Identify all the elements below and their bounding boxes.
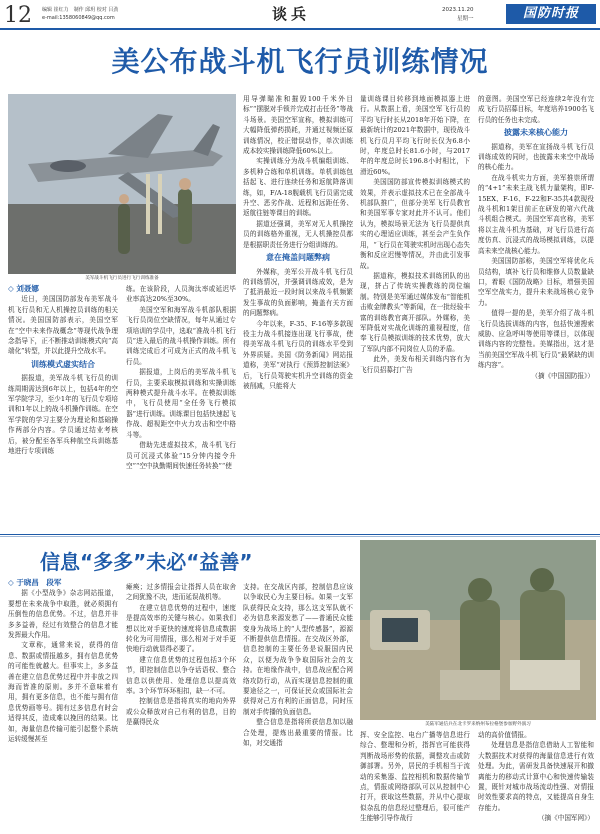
paragraph: 美国国防部称，美国空军将优化兵员结构，填补飞行员和维修人员数量缺口，着眼《国防战略》目标，增强美国空军空战实力，提升未来战场核心竞争力。 [478,257,594,307]
paragraph: 处理信息是指信息借助人工智能和大数据技术对获得的海量信息进行有效处理。为此，需研发具备快速展开和撤离能力的移动式计算中心和快速传输装置，既针对城市战场流动性强、对情报时效性要求高的特点，又能提高自身生存能力。 [478,741,594,812]
signal-soldiers-photo [360,540,596,720]
paragraph: 在战斗机实力方面，美军推崇所谓的“4+1”未来主战飞机力量架构，即F-15EX、F-16、F-22和F-35共4款现役战斗机和1架目前正在研发的第六代战斗机组合模式。美国空军高官称，美军将以主战斗机为基础，对飞行员进行高度仿真、沉浸式的战场模拟训练，以提高未来空战核心能力。 [478,173,594,255]
paragraph: 据道还强调，美军对无人机操控员的训练格外重视，无人机操控员都是根据职责任务进行分组训练的。 [243,219,353,249]
paragraph: 在建立信息优势的过程中，速度是提高效率的关键与核心。如果我们想以比对手更快的速度将信息成数据转化为可用情报，那么相对于对手更快地行动就显得必要了。 [126,603,236,654]
article2-byline: ◇ 于晓昌 段军 [8,578,62,587]
paragraph: 支持。在交战区内部，控制信息应该以争取民心为主要目标。如果一支军队获得民众支持，那么这支军队就不必为信息来源发愁了——普通民众能变身为战场上的“人型传感器”，源源不断提供信息情报。在交战区外部，信息控制的主要任务是说服国内民众，以便为战争争取国际社会的支持。在地缘作战中，信息战应配合网络攻防行动，从而实现信息控制的重要途径之一，可保证民众或国际社会获得对己方有利的正面信息，同时压制对手传播的负面信息。 [243,583,353,716]
subhead-cover-up: 意在掩盖问题弊病 [266,253,330,263]
article1-column-1 [8,284,118,457]
subhead-training-mode: 训练模式虚实结合 [31,359,95,369]
paragraph: 借助先进虚拟技术，战斗机飞行员可沉浸式体验“15分钟内接令升空”“空中执勤期间快速任务转换”“使 [126,441,236,470]
photo2-caption: 美陆军通信兵在北卡罗来纳州布拉格堡参加野外演习 [425,722,531,727]
paragraph: 据报道，美军战斗机飞行员的训练周期需达到6年以上，包括4年的空军学院学习，至少1年的飞行员专项培训和1年以上的战斗机操作训练。在空军学院的学习主要分为理论和基础操作两部分内容。学员通过结业考核后，被分配至各军兵种航空兵训练基地进行专项训练 [8,374,118,456]
article1-column-3 [243,94,353,391]
photo1-caption: 美军战斗机飞行员进行飞行训练准备 [85,276,159,281]
paragraph: 美国国防部宣传模拟训练模式的效果，并表示虚拟技术已在全部战斗机部队推广，但部分美军飞行员教官和美国军事专家对此并不认可。他们认为，模拟场景无法为飞行员提供真实的心理适应训练，甚至会产生负作用，“飞行员在驾驶实机时出现心态失衡和反应迟慢等情况，并由此引发事故。 [360,178,470,270]
article2-headline: 信息“多多”未必“益善” [40,550,253,574]
paragraph: 瘫痪；过多情报会让指挥人员在取舍之间犹豫不决，进而延误战机等。 [126,583,236,602]
article2-source: （摘《中国军网》） [537,814,594,823]
article1-column-4 [360,94,470,375]
paragraph: 据《小型战争》杂志网站报道，要想在未来战争中取胜，就必须拥有压倒性的信息优势。不过，信息并非多多益善，经过有效整合的信息才能发挥最大作用。 [8,589,118,640]
paragraph: 今年以来，F-35、F-16等多款现役主力战斗机接连出现飞行事故，使得美军战斗机飞行员的训练水平受到外界质疑。美国《防务新闻》网站报道称，美军“对执行《预算控制法案》后，飞行员驾驶实机升空训练的资金被削减，只能将大 [243,319,353,390]
paragraph: 值得一提的是，美军介绍了战斗机飞行员选拔训练的内容，包括快速搜索威胁、应急呼叫等使用等课目，以体现训练内容的完整性。美媒指出，这才是当前美国空军战斗机飞行员“最紧缺的训练内容”。 [478,309,594,370]
paragraph: 据道称，美军在宣扬战斗机飞行员训练成效的同时，也披露未来空中战场的核心能力。 [478,142,594,172]
article2-column-4 [360,730,470,824]
paragraph: 外媒称，美军公开战斗机飞行员的训练情况，并强调训练成效，是为了抵消最近一段时间以来战斗机频繁发生事故的负面影响，掩盖有关方面的问题弊病。 [243,267,353,318]
newspaper-brand: 国防时报 [506,4,596,24]
paragraph: 量训练课目转移到地面模拟器上进行。从数据上看，美国空军飞行员的平均飞行时长从2018年开始下降，在最新统计的2021年数据中，现役战斗机飞行员月平均飞行时长仅为6.8小时，年度总时长81.6小时，与2017年的年度总时长196.8小时相比，下滑近60%。 [360,95,470,176]
header-rule [0,28,600,30]
section-divider-thin [0,536,600,537]
field-exercise-illustration [360,540,596,720]
section-divider [0,534,600,535]
editor-credits [42,6,118,22]
paragraph: 美国空军和海军战斗机部队根据飞行员岗位空缺情况，每年从通过专项培训的学员中，选取“准战斗机飞行员”进入最后的战斗机操作训练。所有训练完成后才可成为正式的战斗机飞行员。 [126,305,236,366]
paragraph: 动的高价值情报。 [478,731,531,739]
issue-date-block [442,6,474,24]
article2-column-2 [126,582,236,728]
editor-line: 编辑 崔红力 制作 邱玥 校对 吕劲 [42,7,119,13]
article1-column-2 [126,284,236,471]
article2-column-1 [8,578,118,745]
paragraph: 此外，美发布相关训练内容有为飞行员招募打广告 [360,355,470,374]
article2-column-5 [478,730,594,824]
paragraph: 用导弹瞄准和摧毁100千米外目标”“摆脱对手锁并完成打击任务”等战斗场景。美国空军宣称，模拟训练可大幅降低弹药损耗，并通过视频还原训练情况，校正错误动作，单次训练成本较实操训练降低60%以上。 [243,95,353,156]
article1-byline: ◇ 刘聂娜 [8,284,39,293]
page-number: 12 [4,3,32,28]
paragraph: 练。在该阶段，人员淘汰率或延迟毕业率高达20%至30%。 [126,285,236,304]
paragraph: 据报道，上岗后的美军战斗机飞行员，主要采取模拟训练和实操训练两种模式提升战斗水平。在模拟训练中，飞行员使用“全任务飞行模拟器”进行训练。训练课目包括快速起飞作战、超视距空中火力攻击和空中格斗等。 [126,368,236,439]
issue-weekday: 星期一 [456,16,474,22]
issue-date: 2023.11.20 [442,7,474,13]
paragraph: 文章称，通常来说，获得的信息、数据或情报越多，拥有信息优势的可能性就越大。但事实上，多多益善在建立信息优势过程中并非放之四海而皆准的原则。多并不意味着有用，拥有更多信息，也不能与拥有信息优势画等号。拥有过多信息有时会适得其反，造成难以挽回的结果。比如，海量信息传输可能引起整个系统运转缓慢甚至 [8,641,118,744]
paragraph: 的意图。美国空军已经连续2年没有完成飞行员招募目标，年度培养1900名飞行员的任务也未完成。 [478,95,594,124]
paragraph: 实操训练分为战斗机编组训练、多机种合练和单机训练。单机训练包括起飞、进行连续任务和返航降落训练，如，F/A-18舰载机飞行员需完成升空、恶劣作战、近程和远距任务、返航往链等课目的训练。 [243,157,353,218]
paragraph: 据道称，模拟技术训练团队的出现，挤占了传统实操教练的岗位编制。特别是美军通过媒体发布“智能机击败金牌教头”等新闻，在一批经验丰富的训练教官离开部队。外媒称，美军降低对实战化训练的重视程度，信奉飞行员模拟训练的技术优势，放大了军队内部不同岗位人员的矛盾。 [360,271,470,353]
paragraph: 整合信息是指将所获信息加以融合处理，提炼出最重要的情报。比如，对交通指 [243,718,353,748]
article1-headline: 美公布战斗机飞行员训练情况 [111,45,489,78]
article1-column-5 [478,94,594,381]
article2-column-3 [243,582,353,749]
fighter-pilot-photo [8,94,236,274]
paragraph: 近日，美国国防部发布美军战斗机飞行员和无人机操控员训练的相关情况。美国国防部表示，美国空军在“空中未来作战概念”等现代战争理念指导下，正不断推动训练模式向“高端化”转型，并以此提升空战水平。 [8,295,118,356]
editor-email: e-mail:1358060849@qq.com [42,15,115,21]
section-title: 谈兵 [272,5,311,23]
subhead-future-capability: 披露未来核心能力 [504,128,568,138]
paragraph: 挥、安全监控、电台广播等信息进行综合、整理和分析，指挥官可能获得判断战场形势的依据，调整攻击或防御部署。另外，居民的手机相当于流动的采集器、监控相机和数据传输节点，情报或网络部队可以从控制中心打开，获取这些数据，并从中心提取似杂乱的信息经过整理后，很可能产生能够引导作战行 [360,731,470,823]
article1-source: （摘《中国国防报》） [531,371,594,380]
paragraph: 建立信息优势的过程包括3个环节，即控制信息以争夺话语权、整合信息以供使用、处理信息以提高效率。3个环节环环相扣，缺一不可。 [126,655,236,696]
paragraph: 控制信息是指将真实的地向外界或公众释放对自己有利的信息，目的是赢得民众 [126,697,236,727]
fighter-jet-illustration [8,94,236,274]
